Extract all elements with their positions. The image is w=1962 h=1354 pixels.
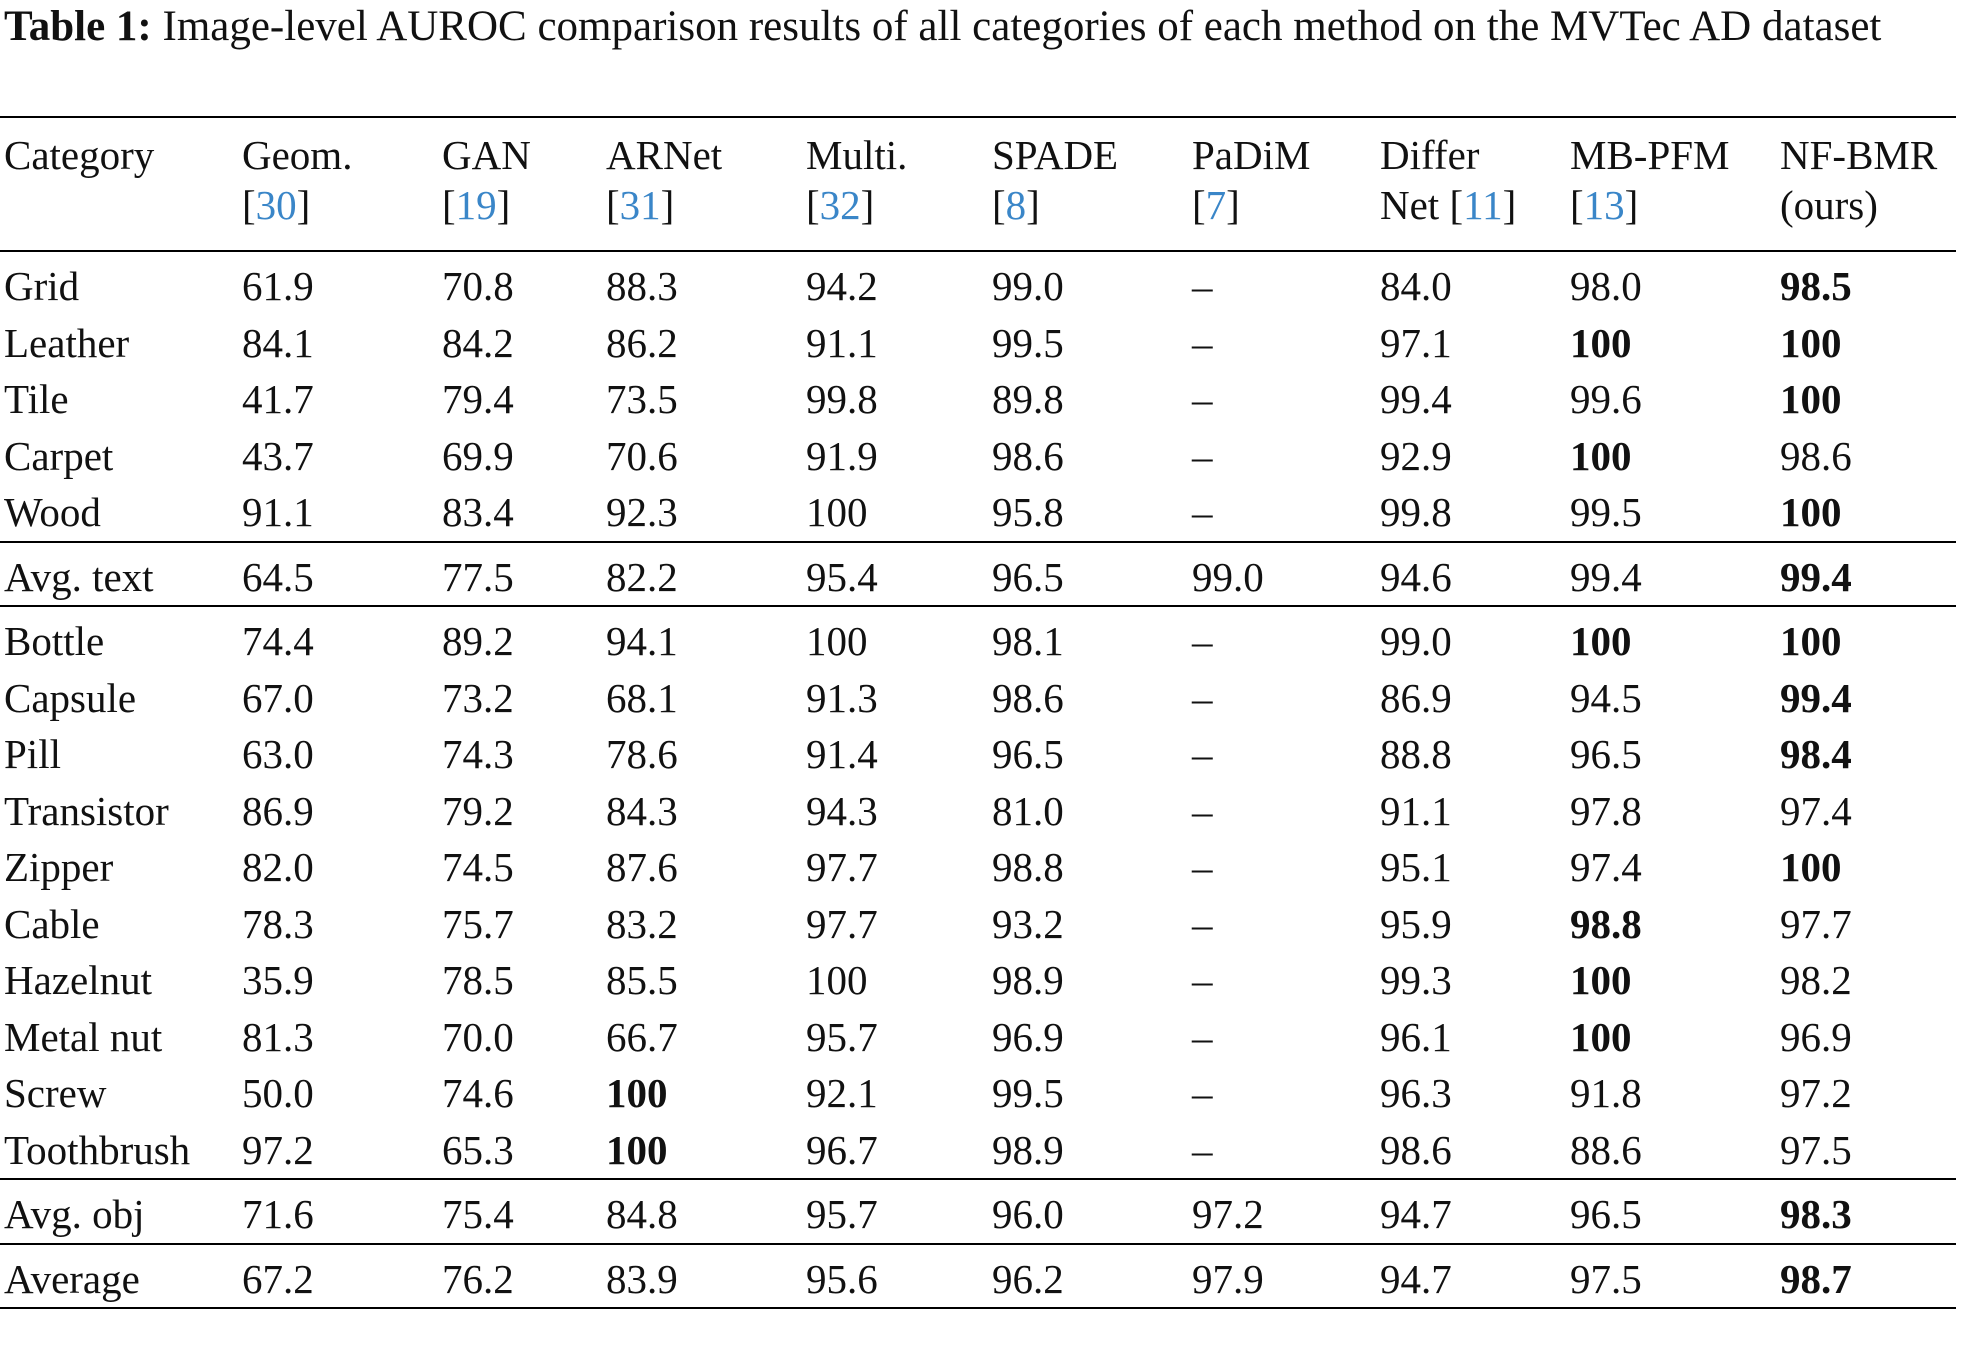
table-cell: – [1192,731,1213,777]
table-cell: – [1192,1070,1213,1116]
table-cell: 86.9 [242,787,314,834]
citation-link[interactable]: 30 [255,182,297,228]
table-cell: 100 [806,957,868,1003]
table-cell: 98.2 [1780,957,1852,1003]
column-header-bracket: ] [496,182,511,228]
table-cell: 91.8 [1570,1070,1642,1116]
table-cell: 84.2 [442,319,514,366]
table-cell: 91.3 [806,674,878,721]
table-row [0,726,1956,783]
table-cell: 92.9 [1380,432,1452,479]
column-header-bracket: ] [1502,182,1517,228]
table-cell: 98.8 [992,844,1064,890]
table-cell: 97.5 [1780,1126,1852,1173]
table-cell: 82.2 [606,553,678,600]
citation-link[interactable]: 19 [455,182,497,228]
table-cell: 99.8 [1380,489,1452,535]
table-cell: 64.5 [242,553,314,600]
column-header-subtext: [ [1570,182,1584,228]
column-header-name: GAN [442,132,531,178]
table-cell: 96.7 [806,1126,878,1173]
row-category: Leather [4,319,130,366]
table-cell: 99.3 [1380,957,1452,1003]
column-header-bracket: ] [660,182,675,228]
table-cell: 73.5 [606,376,678,422]
table-cell: 84.8 [606,1191,678,1237]
row-category: Zipper [4,844,114,890]
table-cell: 78.6 [606,731,678,777]
table-cell: 74.5 [442,844,514,890]
column-header [438,117,602,251]
row-category: Pill [4,731,61,777]
table-cell: 98.7 [1780,1255,1852,1302]
table-cell: 97.9 [1192,1255,1264,1302]
table-cell: 100 [1570,957,1632,1003]
row-category: Grid [4,263,80,309]
table-cell: 98.8 [1570,900,1642,947]
table-cell: 99.4 [1570,553,1642,600]
table-cell: 67.2 [242,1255,314,1302]
table-cell: 66.7 [606,1013,678,1060]
table-cell: 100 [1780,319,1842,366]
row-category: Carpet [4,432,114,479]
table-cell: 98.9 [992,1126,1064,1173]
column-header-bracket: ] [860,182,875,228]
row-category: Bottle [4,618,105,664]
table-cell: 81.0 [992,787,1064,834]
table-cell: 97.1 [1380,319,1452,366]
table-cell: 70.0 [442,1013,514,1060]
table-cell: 61.9 [242,263,314,309]
table-cell: 88.3 [606,263,678,309]
table-cell: 94.1 [606,618,678,664]
column-header [0,117,238,251]
column-header [1376,117,1566,251]
table-cell: – [1192,319,1213,366]
table-cell: 70.6 [606,432,678,479]
table-cell: 94.2 [806,263,878,309]
row-category: Toothbrush [4,1126,191,1173]
table-cell: 96.1 [1380,1013,1452,1060]
table-cell: 100 [1570,319,1632,366]
column-header [602,117,802,251]
table-row [0,542,1956,607]
table-cell: 85.5 [606,957,678,1003]
table-cell: 63.0 [242,731,314,777]
table-cell: 86.2 [606,319,678,366]
table-cell: 67.0 [242,674,314,721]
table-cell: 91.1 [242,489,314,535]
column-header-name: ARNet [606,132,723,178]
table-cell: – [1192,432,1213,479]
table-cell: 95.6 [806,1255,878,1302]
table-row [0,896,1956,953]
table-row [0,839,1956,896]
table-row [0,315,1956,372]
table-row [0,1122,1956,1180]
column-header-name: Differ [1380,132,1480,178]
table-cell: – [1192,900,1213,947]
caption-label: Table 1: [4,3,152,50]
table-cell: 41.7 [242,376,314,422]
column-header-name: PaDiM [1192,132,1311,178]
row-category: Wood [4,489,101,535]
table-cell: 100 [1570,432,1632,479]
table-cell: 43.7 [242,432,314,479]
table-cell: 94.5 [1570,674,1642,721]
table-cell: 74.3 [442,731,514,777]
citation-link[interactable]: 31 [619,182,661,228]
table-cell: 91.9 [806,432,878,479]
citation-link[interactable]: 7 [1205,182,1227,228]
table-cell: 86.9 [1380,674,1452,721]
table-cell: – [1192,844,1213,890]
table-cell: 97.4 [1570,844,1642,890]
table-cell: 78.5 [442,957,514,1003]
table-cell: 88.8 [1380,731,1452,777]
table-cell: 89.2 [442,618,514,664]
table-cell: 70.8 [442,263,514,309]
table-row [0,1179,1956,1244]
citation-link[interactable]: 8 [1005,182,1027,228]
column-header-name: MB-PFM [1570,132,1730,178]
table-cell: 81.3 [242,1013,314,1060]
table-cell: 87.6 [606,844,678,890]
column-header-subtext: [ [242,182,256,228]
row-category: Avg. text [4,553,154,600]
table-cell: 96.3 [1380,1070,1452,1116]
table-cell: 84.1 [242,319,314,366]
table-cell: 71.6 [242,1191,314,1237]
column-header-bracket: ] [1026,182,1040,228]
table-row [0,251,1956,315]
table-caption [4,2,1954,51]
table-cell: 83.9 [606,1255,678,1302]
column-header-name: Category [4,132,155,178]
table-cell: 99.0 [1192,553,1264,600]
table-row [0,428,1956,485]
table-cell: 98.6 [992,432,1064,479]
table-body [0,251,1956,1308]
table-cell: – [1192,957,1213,1003]
table-cell: – [1192,674,1213,721]
table-cell: 95.7 [806,1013,878,1060]
table-cell: 97.2 [1780,1070,1852,1116]
table-cell: 77.5 [442,553,514,600]
table-cell: 96.5 [992,731,1064,777]
table-cell: 99.8 [806,376,878,422]
table-cell: 79.4 [442,376,514,422]
table-cell: 95.1 [1380,844,1452,890]
row-category: Capsule [4,674,137,721]
table-row [0,484,1956,542]
table-cell: 88.6 [1570,1126,1642,1173]
table-cell: 96.0 [992,1191,1064,1237]
table-cell: 100 [1780,618,1842,664]
row-category: Cable [4,900,100,947]
table-cell: 91.1 [806,319,878,366]
table-row [0,606,1956,670]
caption-text: Image-level AUROC comparison results of all categories of each method on the MVTec AD dataset [162,3,1882,50]
auroc-results-table [0,116,1956,1309]
column-header [802,117,988,251]
column-header [1566,117,1776,251]
table-row [0,670,1956,727]
table-cell: 96.5 [992,553,1064,600]
table-cell: 75.4 [442,1191,514,1237]
column-header-subtext: [ [992,182,1006,228]
row-category: Tile [4,376,69,422]
table-cell: 98.0 [1570,263,1642,309]
column-header-bracket: ] [1226,182,1240,228]
column-header-name: Geom. [242,132,353,178]
table-cell: 97.7 [806,900,878,947]
column-header-subtext: (ours) [1780,182,1878,228]
table-cell: 95.9 [1380,900,1452,947]
table-row [0,783,1956,840]
table-cell: 84.3 [606,787,678,834]
column-header-bracket: ] [1624,182,1639,228]
table-cell: 100 [606,1126,668,1173]
table-cell: 95.8 [992,489,1064,535]
table-cell: 99.0 [1380,618,1452,664]
table-cell: 95.7 [806,1191,878,1237]
table-cell: 94.7 [1380,1191,1452,1237]
table-cell: 50.0 [242,1070,314,1116]
table-cell: 98.6 [1380,1126,1452,1173]
table-cell: 99.0 [992,263,1064,309]
column-header-name: Multi. [806,132,908,178]
table-cell: – [1192,1126,1213,1173]
table-cell: – [1192,787,1213,834]
row-category: Screw [4,1070,107,1116]
table-cell: 95.4 [806,553,878,600]
table-cell: 97.2 [1192,1191,1264,1237]
table-cell: 79.2 [442,787,514,834]
table-row [0,952,1956,1009]
citation-link[interactable]: 13 [1583,182,1625,228]
table-cell: – [1192,618,1213,664]
table-cell: 73.2 [442,674,514,721]
table-cell: 100 [1780,489,1842,535]
table-cell: 99.4 [1780,553,1852,600]
table-cell: 75.7 [442,900,514,947]
table-cell: 74.4 [242,618,314,664]
table-cell: 82.0 [242,844,314,890]
table-cell: 96.5 [1570,1191,1642,1237]
table-cell: – [1192,376,1213,422]
row-category: Transistor [4,787,169,834]
table-cell: 100 [806,489,868,535]
table-row [0,1065,1956,1122]
table-cell: 97.7 [1780,900,1852,947]
table-cell: – [1192,263,1213,309]
column-header [1776,117,1956,251]
table-header-row [0,117,1956,251]
column-header-name: SPADE [992,132,1119,178]
table-cell: 98.6 [1780,432,1852,479]
citation-link[interactable]: 11 [1463,182,1503,228]
table-cell: 96.9 [1780,1013,1852,1060]
table-cell: 35.9 [242,957,314,1003]
table-cell: 100 [1570,618,1632,664]
column-header-subtext: [ [1192,182,1206,228]
row-category: Avg. obj [4,1191,145,1237]
citation-link[interactable]: 32 [819,182,861,228]
column-header-subtext: [ [606,182,620,228]
table-cell: 99.5 [1570,489,1642,535]
table-cell: 98.9 [992,957,1064,1003]
table-cell: 99.5 [992,319,1064,366]
table-cell: 96.5 [1570,731,1642,777]
table-cell: 69.9 [442,432,514,479]
table-cell: 99.4 [1380,376,1452,422]
column-header-subtext: [ [442,182,456,228]
table-cell: 97.7 [806,844,878,890]
table-cell: 100 [1780,376,1842,422]
table-cell: 100 [806,618,868,664]
table-cell: 98.4 [1780,731,1852,777]
table-cell: 97.5 [1570,1255,1642,1302]
table-row [0,371,1956,428]
table-cell: 93.2 [992,900,1064,947]
table-cell: 97.8 [1570,787,1642,834]
table-cell: 98.3 [1780,1191,1852,1237]
table-cell: – [1192,1013,1213,1060]
table-cell: 83.2 [606,900,678,947]
table-cell: 83.4 [442,489,514,535]
column-header [238,117,438,251]
table-cell: 100 [606,1070,668,1116]
table-cell: 99.4 [1780,674,1852,721]
table-cell: 97.2 [242,1126,314,1173]
table-cell: 65.3 [442,1126,514,1173]
table-row [0,1009,1956,1066]
table-cell: 76.2 [442,1255,514,1302]
table-cell: 94.7 [1380,1255,1452,1302]
table-cell: 96.9 [992,1013,1064,1060]
table-cell: 99.6 [1570,376,1642,422]
table-cell: 98.1 [992,618,1064,664]
table-cell: 91.1 [1380,787,1452,834]
row-category: Metal nut [4,1013,163,1060]
table-cell: 91.4 [806,731,878,777]
table-cell: 78.3 [242,900,314,947]
table-cell: 97.4 [1780,787,1852,834]
row-category: Hazelnut [4,957,152,1003]
table-cell: 98.6 [992,674,1064,721]
row-category: Average [4,1255,140,1302]
column-header-name: NF-BMR [1780,132,1938,178]
column-header-subtext: Net [ [1380,182,1464,228]
table-cell: 94.6 [1380,553,1452,600]
table-cell: 100 [1570,1013,1632,1060]
table-cell: 100 [1780,844,1842,890]
table-cell: 89.8 [992,376,1064,422]
table-row [0,1244,1956,1309]
table-cell: 92.3 [606,489,678,535]
table-cell: 96.2 [992,1255,1064,1302]
table-cell: – [1192,489,1213,535]
table-cell: 98.5 [1780,263,1852,309]
table-cell: 94.3 [806,787,878,834]
column-header [988,117,1188,251]
column-header [1188,117,1376,251]
table-cell: 74.6 [442,1070,514,1116]
table-cell: 99.5 [992,1070,1064,1116]
column-header-bracket: ] [296,182,311,228]
table-cell: 92.1 [806,1070,878,1116]
table-cell: 68.1 [606,674,678,721]
table-cell: 84.0 [1380,263,1452,309]
column-header-subtext: [ [806,182,820,228]
